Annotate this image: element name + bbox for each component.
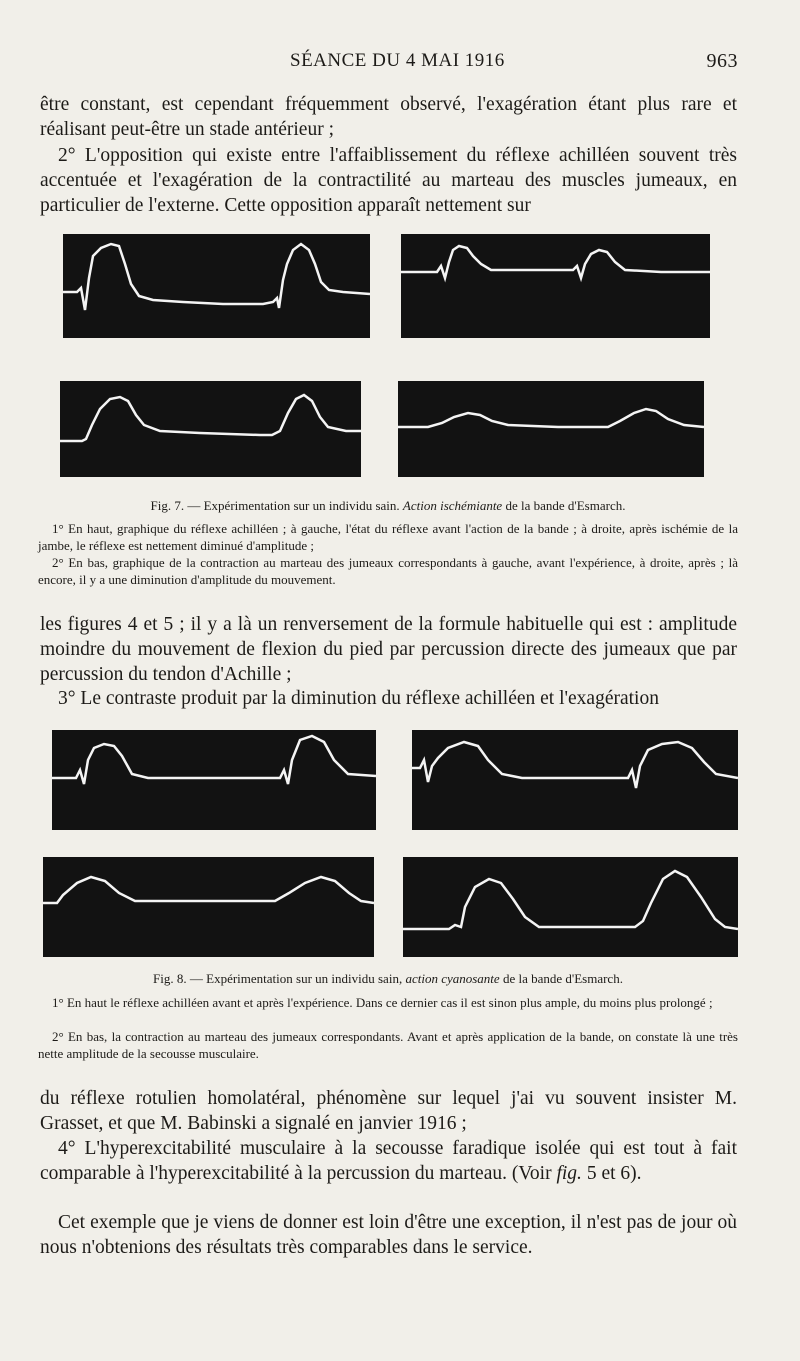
fig7-trace-bottom-left xyxy=(60,381,361,477)
paragraph-6 xyxy=(40,1136,737,1186)
fig7-caption-italic: Action ischémiante xyxy=(402,498,503,513)
fig8-trace-bottom-left xyxy=(43,857,374,957)
running-title: SÉANCE DU 4 MAI 1916 xyxy=(290,50,505,71)
fig7-note-2: 2° En bas, graphique de la contraction au marteau des jumeaux correspondants à gauche, avant l'expérience, à droite, après ; là encore, il y a une diminution d'amplitude du mouvement. xyxy=(38,555,738,587)
fig8-note-2: 2° En bas, la contraction au marteau des jumeaux correspondants. Avant et après application de la bande, on constate là une très nette amplitude de la secousse musculaire. xyxy=(38,1029,738,1061)
fig8-caption xyxy=(38,970,738,987)
paragraph-5: du réflexe rotulien homolatéral, phénomène sur lequel j'ai vu souvent insister M. Grasset, et que M. Babinski a signalé en janvier 1916 ; xyxy=(40,1088,737,1134)
fig7-caption-suffix: de la bande d'Esmarch. xyxy=(502,498,626,513)
page-number: 963 xyxy=(706,50,738,72)
fig7-trace-top-right xyxy=(401,234,710,338)
paragraph-3: les figures 4 et 5 ; il y a là un renversement de la formule habituelle qui est : amplitude moindre du mouvement de flexion du pied par percussion directe des jumeaux que par percussion du tendon d'Achille ; xyxy=(40,614,737,685)
fig7-caption-prefix: Fig. 7. — Expérimentation sur un individu sain. xyxy=(150,498,403,513)
paragraph-6-text: 4° L'hyperexcitabilité musculaire à la secousse faradique isolée qui est tout à fait comparable à l'hyperexcitabilité à la percussion du marteau. (Voir xyxy=(40,1138,737,1184)
fig7-note-1: 1° En haut, graphique du réflexe achilléen ; à gauche, l'état du réflexe avant l'action de la bande ; à droite, après ischémie de la jambe, le réflexe est nettement diminué d'amplitude ; xyxy=(38,521,738,553)
fig8-note-1: 1° En haut le réflexe achilléen avant et après l'expérience. Dans ce dernier cas il est sinon plus ample, du moins plus prolongé ; xyxy=(52,995,713,1010)
fig7-trace-top-left xyxy=(63,234,370,338)
fig8-caption-italic: action cyanosante xyxy=(405,971,500,986)
fig8-caption-suffix: de la bande d'Esmarch. xyxy=(499,971,623,986)
paragraph-2: 2° L'opposition qui existe entre l'affaiblissement du réflexe achilléen souvent très accentuée et l'exagération de la contractilité au marteau des muscles jumeaux, en particulier de l'externe. Cette opposition apparaît nettement sur xyxy=(40,145,737,216)
fig8-trace-bottom-right xyxy=(403,857,738,957)
fig8-trace-top-left xyxy=(52,730,376,830)
paragraph-1: être constant, est cependant fréquemment observé, l'exagération étant plus rare et réalisant peut-être un stade antérieur ; xyxy=(40,94,737,140)
paragraph-6-fig-ref: fig. xyxy=(556,1163,582,1184)
paragraph-6-end: 5 et 6). xyxy=(581,1163,642,1184)
paragraph-4: 3° Le contraste produit par la diminution du réflexe achilléen et l'exagération xyxy=(58,688,659,709)
fig7-caption xyxy=(38,497,738,514)
paragraph-7: Cet exemple que je viens de donner est loin d'être une exception, il n'est pas de jour où nous n'obtenions des résultats très comparables dans le service. xyxy=(40,1212,737,1258)
fig7-trace-bottom-right xyxy=(398,381,704,477)
fig8-trace-top-right xyxy=(412,730,738,830)
fig8-caption-prefix: Fig. 8. — Expérimentation sur un individu sain, xyxy=(153,971,406,986)
